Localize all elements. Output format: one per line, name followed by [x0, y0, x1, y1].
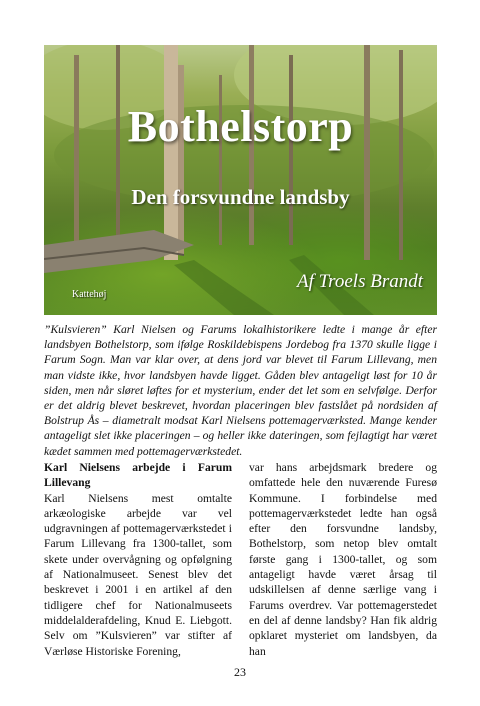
- photo-caption: Kattehøj: [72, 289, 107, 300]
- cover-photo: [44, 45, 437, 315]
- column-text-left: Karl Nielsens mest omtalte arkæologiske arbejde var vel udgravningen af pottemagerværkstedet i Farum Lillevang fra 1300-tallet, som skete under overvågning og opfølgning af Nationalmuseet. Senest blev det beskrevet i 2001 i en artikel af den tidligere chef for Nationalmuseets middelalderafdeling, Knud E. Liebgott. Selv om ”Kulsvieren” var stifter af Værløse Historiske Forening,: [44, 491, 232, 658]
- intro-paragraph: ”Kulsvieren” Karl Nielsen og Farums lokalhistorikere ledte i mange år efter landsbyen Bothelstorp, som ifølge Roskildebispens Jordebog fra 1370 skulle ligge i Farum Sogn. Man var klar over, at dens jord var blevet til Farum Lillevang, men man vidste ikke, hvor landsbyen havde ligget. Gåden blev antageligt løst for 10 år siden, men når sløret løftes for et mysterium, ender det let som en selvfølge. Derfor er det aldrig blevet beskrevet, hvordan placeringen blev fastslået på nordsiden af Bolstrup Ås – diametralt modsat Karl Nielsens pottemagerværksted. Mange kender antageligt slet ikke placeringen – og heller ikke dateringen, som fejlagtigt har været kædet sammen med pottemagerværkstedet.: [44, 323, 437, 458]
- author-byline: Af Troels Brandt: [297, 271, 423, 292]
- article-column-right: var hans arbejdsmark bredere og omfattede hele den nuværende Furesø Kommune. I forbindelse med pottemagerværkstedet ledte han også efter den forsvundne landsby, Bothelstorp, som netop blev omtalt første gang i 1300-tallet, og som antageligt havde været årsag til udskillelsen af denne særlige vang i Farums overdrev. Var pottemagerstedet en del af denne landsby? Han fik aldrig opklaret mysteriet om landsbyen, da han: [249, 461, 437, 658]
- page-number: 23: [234, 665, 246, 679]
- article-column-left: [44, 460, 232, 659]
- page-title: Bothelstorp: [127, 102, 354, 151]
- article-body: [44, 460, 437, 659]
- section-heading: Karl Nielsens arbejde i Farum Lillevang: [44, 461, 232, 490]
- page-subtitle: Den forsvundne landsby: [131, 185, 350, 209]
